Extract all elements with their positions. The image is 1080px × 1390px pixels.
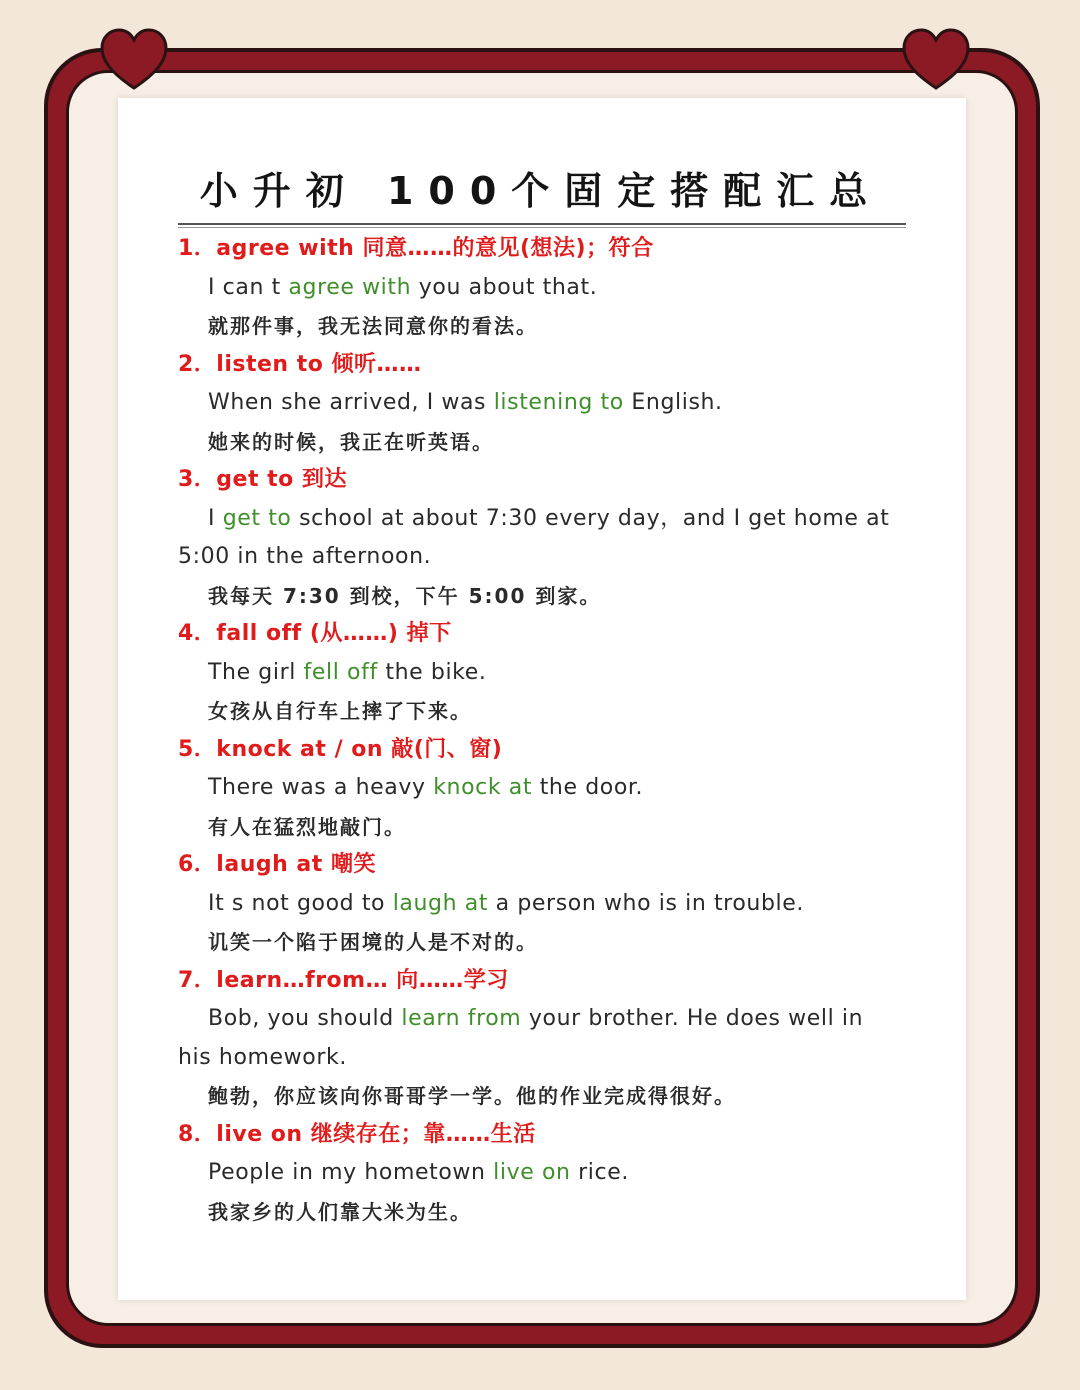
chinese-translation: 讥笑一个陷于困境的人是不对的。 <box>208 930 538 954</box>
sentence-text: The girl <box>208 659 304 685</box>
sentence-text: It s not good to <box>208 890 393 916</box>
sentence-text: There was a heavy <box>208 775 434 800</box>
sentence-text: rice. <box>570 1160 629 1185</box>
phrase-heading: 4．fall off (从……) 掉下 <box>178 621 452 646</box>
heart-icon-right <box>902 28 970 92</box>
example-sentence <box>178 769 906 808</box>
phrase-highlight: knock at <box>433 775 533 800</box>
example-sentence <box>178 885 906 924</box>
example-sentence <box>178 269 906 308</box>
chinese-translation: 鲍勃，你应该向你哥哥学一学。他的作业完成得很好。 <box>208 1084 736 1108</box>
chinese-translation: 女孩从自行车上摔了下来。 <box>208 699 472 723</box>
sentence-text: your brother. He does well in <box>521 1006 864 1031</box>
phrase-heading: 6．laugh at 嘲笑 <box>178 852 376 877</box>
example-sentence <box>178 1000 906 1039</box>
phrase-list <box>178 230 906 1231</box>
phrase-heading: 8．live on 继续存在；靠……生活 <box>178 1121 536 1147</box>
phrase-highlight: learn from <box>401 1006 522 1031</box>
sentence-text: I <box>208 505 223 531</box>
sentence-text: English. <box>623 390 723 415</box>
sentence-text: When she arrived, I was <box>208 390 494 415</box>
phrase-heading: 7．learn…from… 向……学习 <box>178 967 509 993</box>
title-underline <box>178 223 906 225</box>
phrase-heading: 5．knock at / on 敲(门、窗) <box>178 736 503 762</box>
sentence-text: People in my hometown <box>208 1160 494 1185</box>
sentence-text: a person who is in trouble. <box>488 890 804 916</box>
sentence-text: the door. <box>532 775 644 800</box>
example-sentence-continuation: 5:00 in the afternoon. <box>178 544 432 569</box>
example-sentence <box>178 1154 906 1193</box>
chinese-translation: 我家乡的人们靠大米为生。 <box>208 1199 472 1224</box>
phrase-highlight: laugh at <box>392 890 489 916</box>
sentence-text: the bike. <box>377 659 487 685</box>
phrase-heading: 3．get to 到达 <box>178 467 347 492</box>
title-underline-thin <box>178 227 906 228</box>
sentence-text: Bob, you should <box>208 1006 402 1031</box>
phrase-highlight: live on <box>493 1160 571 1185</box>
phrase-highlight: get to <box>222 505 292 531</box>
example-sentence-continuation: his homework. <box>178 1044 347 1070</box>
chinese-translation: 有人在猛烈地敲门。 <box>208 814 406 839</box>
heart-icon-left <box>100 28 168 92</box>
example-sentence <box>178 384 906 423</box>
sentence-text: I can t <box>208 274 289 300</box>
phrase-heading: 1．agree with 同意……的意见(想法)；符合 <box>178 236 654 261</box>
chinese-translation: 我每天 7:30 到校，下午 5:00 到家。 <box>208 583 602 608</box>
phrase-highlight: agree with <box>288 274 412 300</box>
sentence-text: school at about 7:30 every day，and I get home at <box>291 505 890 531</box>
page-title: 小升初 100个固定搭配汇总 <box>199 169 883 213</box>
sentence-text: you about that. <box>411 274 598 300</box>
phrase-highlight: fell off <box>303 659 378 685</box>
chinese-translation: 就那件事，我无法同意你的看法。 <box>208 314 538 338</box>
phrase-highlight: listening to <box>493 390 624 415</box>
example-sentence <box>178 500 906 539</box>
phrase-heading: 2．listen to 倾听…… <box>178 351 422 377</box>
example-sentence <box>178 654 906 693</box>
chinese-translation: 她来的时候，我正在听英语。 <box>208 429 494 454</box>
